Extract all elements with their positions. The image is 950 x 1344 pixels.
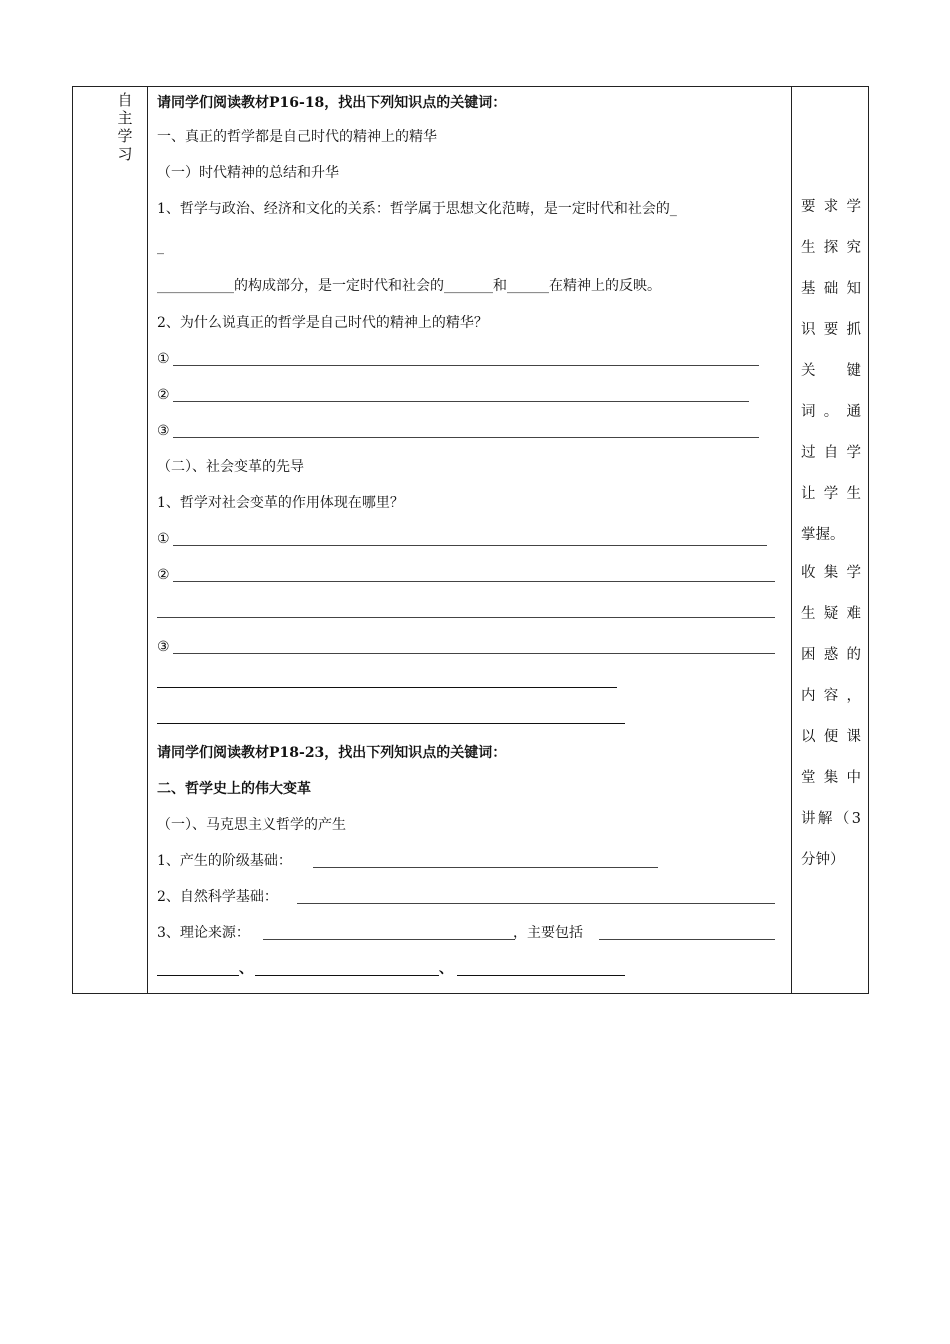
column-divider	[791, 87, 792, 993]
answer-mark-1: ①	[157, 531, 170, 547]
subsection-title-3: （一）、马克思主义哲学的产生	[157, 817, 346, 833]
question-2: 2、为什么说真正的哲学是自己时代的精神上的精华？	[157, 315, 488, 331]
section-label-self-study: 自 主 学 习	[117, 91, 133, 163]
note-line: 内容，	[801, 688, 861, 704]
note-line: 让学生	[801, 486, 861, 502]
intro-instruction-2: 请同学们阅读教材P18-23，找出下列知识点的关键词：	[157, 745, 507, 761]
answer-line	[255, 975, 439, 976]
answer-line	[297, 903, 775, 904]
note-line: 分钟）	[801, 852, 845, 868]
note-line: 识要抓	[801, 322, 861, 338]
answer-mark-3: ③	[157, 423, 170, 439]
note-line: 词。通	[801, 404, 861, 420]
answer-mark-2: ②	[157, 387, 170, 403]
answer-line	[173, 581, 775, 582]
answer-line	[599, 939, 775, 940]
study-table	[72, 86, 869, 994]
subsection-title-1: （一）时代精神的总结和升华	[157, 165, 339, 181]
note-line: 生疑难	[801, 606, 861, 622]
question-6-includes: ，主要包括	[513, 925, 583, 941]
section-title-1: 一、真正的哲学都是自己时代的精神上的精华	[157, 129, 437, 145]
note-line: 过自学	[801, 445, 861, 461]
question-5: 2、自然科学基础：	[157, 889, 278, 905]
answer-line	[157, 687, 617, 688]
answer-mark-1: ①	[157, 351, 170, 367]
note-line: 生探究	[801, 240, 861, 256]
answer-line	[313, 867, 658, 868]
answer-line	[457, 975, 625, 976]
answer-line	[157, 975, 239, 976]
enumeration-comma: 、	[239, 961, 253, 977]
answer-line	[173, 653, 775, 654]
note-line: 关 键	[801, 363, 861, 379]
enumeration-comma: 、	[439, 961, 453, 977]
question-1-cont-a: _	[157, 239, 164, 255]
column-divider	[147, 87, 148, 993]
subsection-title-2: （二）、社会变革的先导	[157, 459, 304, 475]
section-title-2: 二、哲学史上的伟大变革	[157, 781, 311, 797]
note-line: 堂集中	[801, 770, 861, 786]
note-line: 掌握。	[801, 527, 845, 543]
answer-line	[173, 437, 759, 438]
answer-line	[173, 365, 759, 366]
answer-line	[173, 401, 749, 402]
note-line: 以便课	[801, 729, 861, 745]
answer-line	[263, 939, 515, 940]
note-line: 基础知	[801, 281, 861, 297]
answer-mark-2: ②	[157, 567, 170, 583]
note-line: 困惑的	[801, 647, 861, 663]
note-line: 讲解（3	[801, 811, 861, 827]
answer-line	[157, 617, 775, 618]
question-1: 1、哲学与政治、经济和文化的关系：哲学属于思想文化范畴，是一定时代和社会的_	[157, 201, 677, 217]
answer-line	[157, 723, 625, 724]
answer-line	[173, 545, 767, 546]
answer-mark-3: ③	[157, 639, 170, 655]
note-line: 收集学	[801, 565, 861, 581]
question-4: 1、产生的阶级基础：	[157, 853, 292, 869]
note-line: 要求学	[801, 199, 861, 215]
intro-instruction-1: 请同学们阅读教材P16-18，找出下列知识点的关键词：	[157, 95, 507, 111]
question-6: 3、理论来源：	[157, 925, 250, 941]
question-3: 1、哲学对社会变革的作用体现在哪里？	[157, 495, 404, 511]
question-1-cont-b: ___________的构成部分，是一定时代和社会的_______和______在精神上的反映。	[157, 278, 661, 294]
